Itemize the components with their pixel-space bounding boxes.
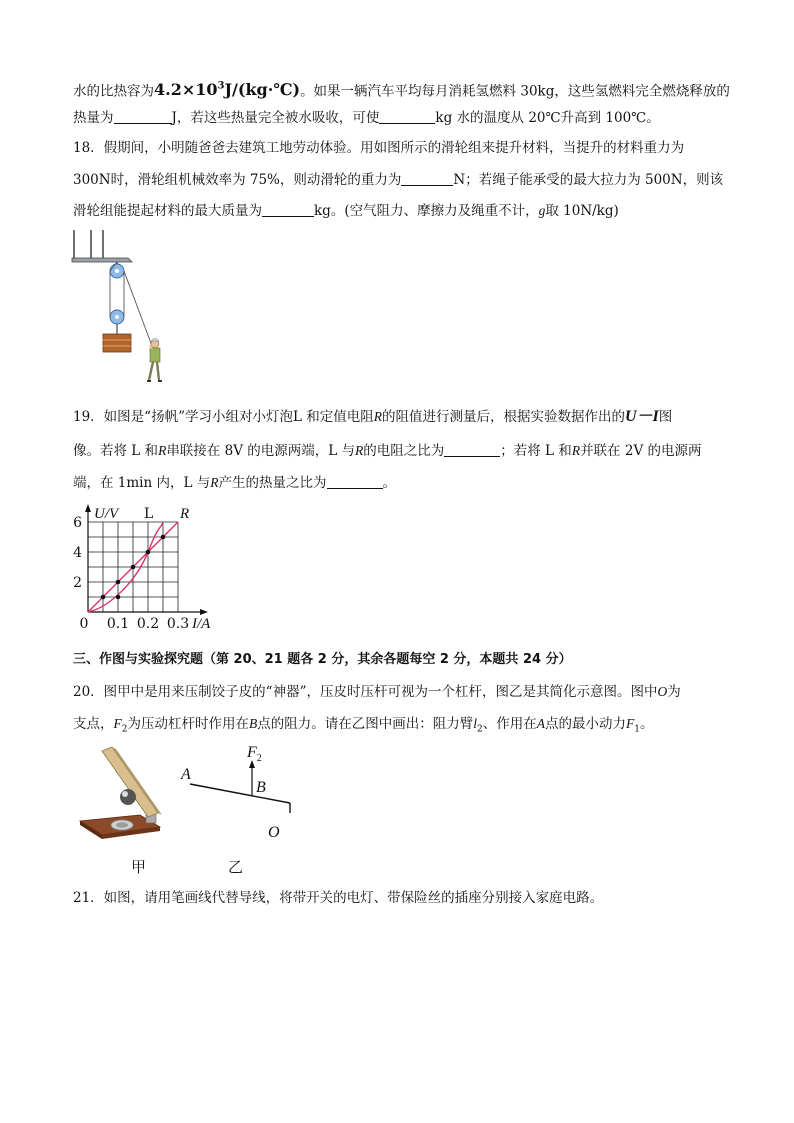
answer-blank	[262, 202, 314, 217]
series-label-L: L	[144, 506, 154, 522]
figure-label-jia: 甲	[131, 858, 147, 876]
x-tick-label: 0.2	[136, 616, 160, 632]
lever-label-O: O	[268, 824, 280, 841]
data-point	[116, 595, 121, 600]
q19-line-1: 19．如图是“扬帆”学习小组对小灯泡L 和定值电阻R的阻值进行测量后，根据实验数据作出的U－I图	[73, 408, 673, 425]
q18-line-3: 滑轮组能提起材料的最大质量为 kg。(空气阻力、摩擦力及绳重不计，g取 10N/kg)	[73, 203, 619, 219]
section-3-title: 三、作图与实验探究题（第 20、21 题各 2 分，其余各题每空 2 分，本题共 24 分）	[73, 652, 572, 667]
answer-blank	[379, 109, 435, 124]
x-tick-label: 0.1	[106, 616, 130, 632]
y-tick-label: 6	[73, 515, 82, 531]
q17-line-2: 热量为 J，若这些热量完全被水吸收，可使 kg 水的温度从 20℃升高到 100℃。	[73, 110, 660, 126]
q18-line-2: 300N时，滑轮组机械效率为 75%，则动滑轮的重力为 N；若绳子能承受的最大拉力为 500N，则该	[73, 172, 724, 188]
y-axis-label: U/V	[94, 506, 119, 522]
x-axis-arrow	[200, 609, 208, 615]
data-point	[131, 565, 136, 570]
q19-line-3: 端，在 1min 内，L 与R产生的热量之比为 。	[73, 475, 396, 491]
answer-blank	[401, 171, 453, 186]
q17-line-1: 水的比热容为$4.2\times 10^3J/(kg\cdot℃)$。如果一辆汽车平均每月消耗氢燃料 30kg，这些氢燃料完全燃烧释放的	[73, 80, 730, 100]
u-i-chart	[70, 500, 230, 640]
series-label-R: R	[180, 506, 190, 522]
data-point	[101, 595, 106, 600]
answer-blank	[327, 474, 383, 489]
q19-line-2: 像。若将 L 和R串联接在 8V 的电源两端，L 与R的电阻之比为 ；若将 L 和R并联在 2V 的电源两	[73, 443, 702, 459]
x-tick-label: 0.3	[166, 616, 190, 632]
pulley-system-figure	[70, 228, 170, 393]
figure-label-yi: 乙	[228, 858, 244, 876]
lever-label-B: B	[256, 779, 266, 796]
lever-diagram	[180, 745, 300, 845]
x-axis-label: I/A	[192, 616, 211, 632]
y-axis-arrow	[85, 504, 91, 512]
data-point	[161, 535, 166, 540]
answer-blank	[114, 109, 172, 124]
data-point	[116, 580, 121, 585]
dumpling-press-figure	[76, 745, 168, 845]
answer-blank	[444, 442, 500, 457]
y-tick-label: 2	[73, 575, 82, 591]
x-tick-label: 0	[79, 616, 89, 632]
lever-label-F2: $F_2$	[247, 744, 262, 765]
lever-label-A: A	[181, 766, 191, 783]
q18-line-1: 18．假期间，小明随爸爸去建筑工地劳动体验。用如图所示的滑轮组来提升材料，当提升的材料重力为	[73, 140, 685, 156]
data-point	[146, 550, 151, 555]
specific-heat-formula: $4.2\times 10^3J/(kg\cdot℃)$	[154, 80, 301, 100]
y-tick-label: 4	[73, 545, 82, 561]
q21-line-1: 21．如图，请用笔画线代替导线，将带开关的电灯、带保险丝的插座分别接入家庭电路。	[73, 890, 604, 906]
q20-line-1: 20．图甲中是用来压制饺子皮的“神器”，压皮时压杆可视为一个杠杆，图乙是其简化示意图。图中O为	[73, 684, 681, 700]
q20-line-2: 支点，$F_2$为压动杠杆时作用在B点的阻力。请在乙图中画出：阻力臂$l_2$、作用在A点的最小动力$F_1$。	[73, 716, 654, 735]
